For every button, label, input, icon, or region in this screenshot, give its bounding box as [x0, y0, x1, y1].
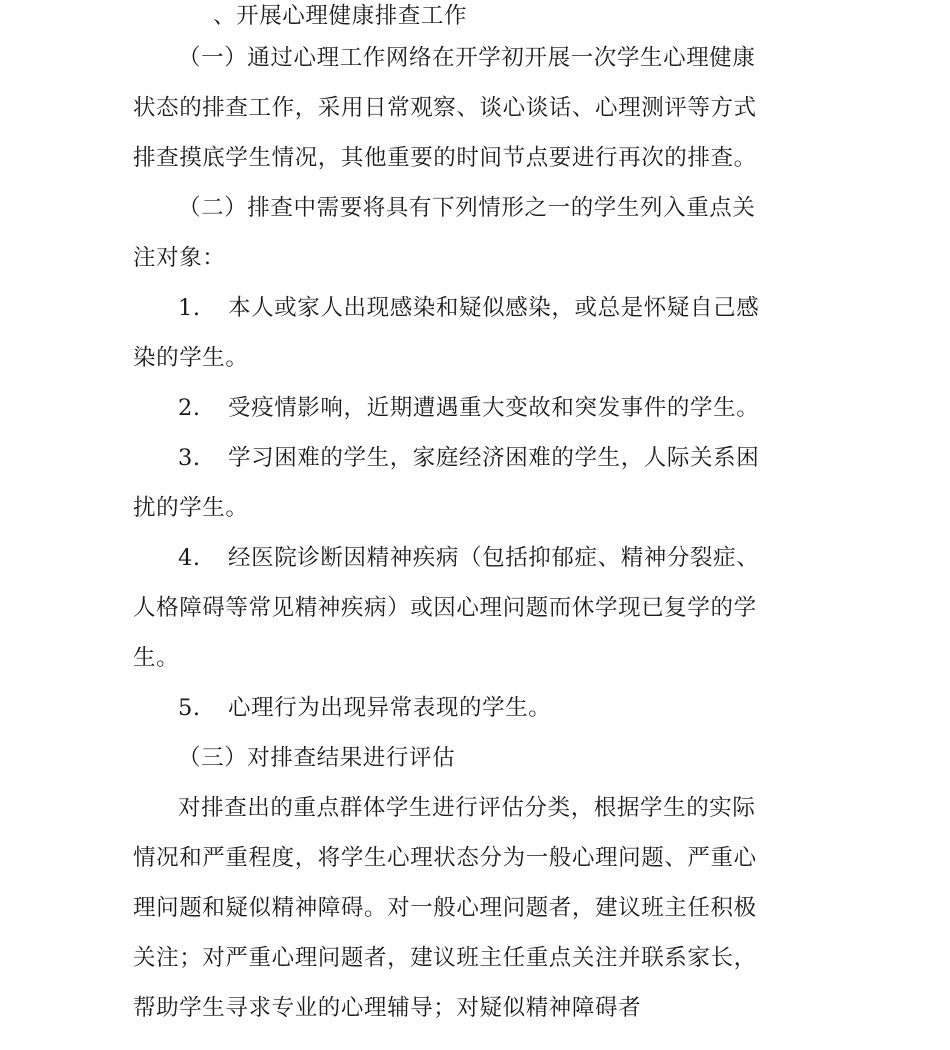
- list-item-text: 心理行为出现异常表现的学生。: [228, 695, 552, 721]
- list-item: [178, 693, 551, 723]
- list-item-continuation: 染的学生。: [133, 345, 249, 371]
- list-item-text: 学习困难的学生，家庭经济困难的学生，人际关系困: [228, 445, 760, 471]
- section-heading: （三）对排查结果进行评估: [178, 745, 456, 771]
- list-item-text: 受疫情影响，近期遭遇重大变故和突发事件的学生。: [228, 395, 760, 421]
- list-item-number: 2.: [178, 395, 201, 421]
- list-item-number: 1.: [178, 295, 201, 321]
- paragraph-line: 注对象：: [133, 245, 226, 271]
- paragraph-line: 情况和严重程度，将学生心理状态分为一般心理问题、严重心: [133, 845, 757, 871]
- paragraph-line: 帮助学生寻求专业的心理辅导；对疑似精神障碍者: [133, 995, 642, 1021]
- paragraph-line: 关注；对严重心理问题者，建议班主任重点关注并联系家长，: [133, 945, 757, 971]
- paragraph-line: 理问题和疑似精神障碍。对一般心理问题者，建议班主任积极: [133, 895, 757, 921]
- paragraph-line: （二）排查中需要将具有下列情形之一的学生列入重点关: [178, 195, 756, 221]
- list-item-number: 5.: [178, 695, 201, 721]
- list-item: [178, 393, 759, 423]
- list-item-number: 4.: [178, 545, 201, 571]
- list-item: [178, 543, 759, 573]
- paragraph-line: 状态的排查工作，采用日常观察、谈心谈话、心理测评等方式: [133, 95, 757, 121]
- paragraph-line: （一）通过心理工作网络在开学初开展一次学生心理健康: [178, 45, 756, 71]
- list-item-text: 经医院诊断因精神疾病（包括抑郁症、精神分裂症、: [228, 545, 760, 571]
- list-item: [178, 443, 759, 473]
- list-item: [178, 293, 759, 323]
- paragraph-line: 排查摸底学生情况，其他重要的时间节点要进行再次的排查。: [133, 145, 757, 171]
- list-item-number: 3.: [178, 445, 201, 471]
- list-item-text: 本人或家人出现感染和疑似感染，或总是怀疑自己感: [228, 295, 760, 321]
- list-item-continuation: 扰的学生。: [133, 495, 249, 521]
- list-item-continuation: 生。: [133, 645, 180, 671]
- list-item-continuation: 人格障碍等常见精神疾病）或因心理问题而休学现已复学的学: [133, 595, 757, 621]
- section-heading: 、开展心理健康排查工作: [213, 3, 468, 29]
- paragraph-line: 对排查出的重点群体学生进行评估分类，根据学生的实际: [178, 795, 756, 821]
